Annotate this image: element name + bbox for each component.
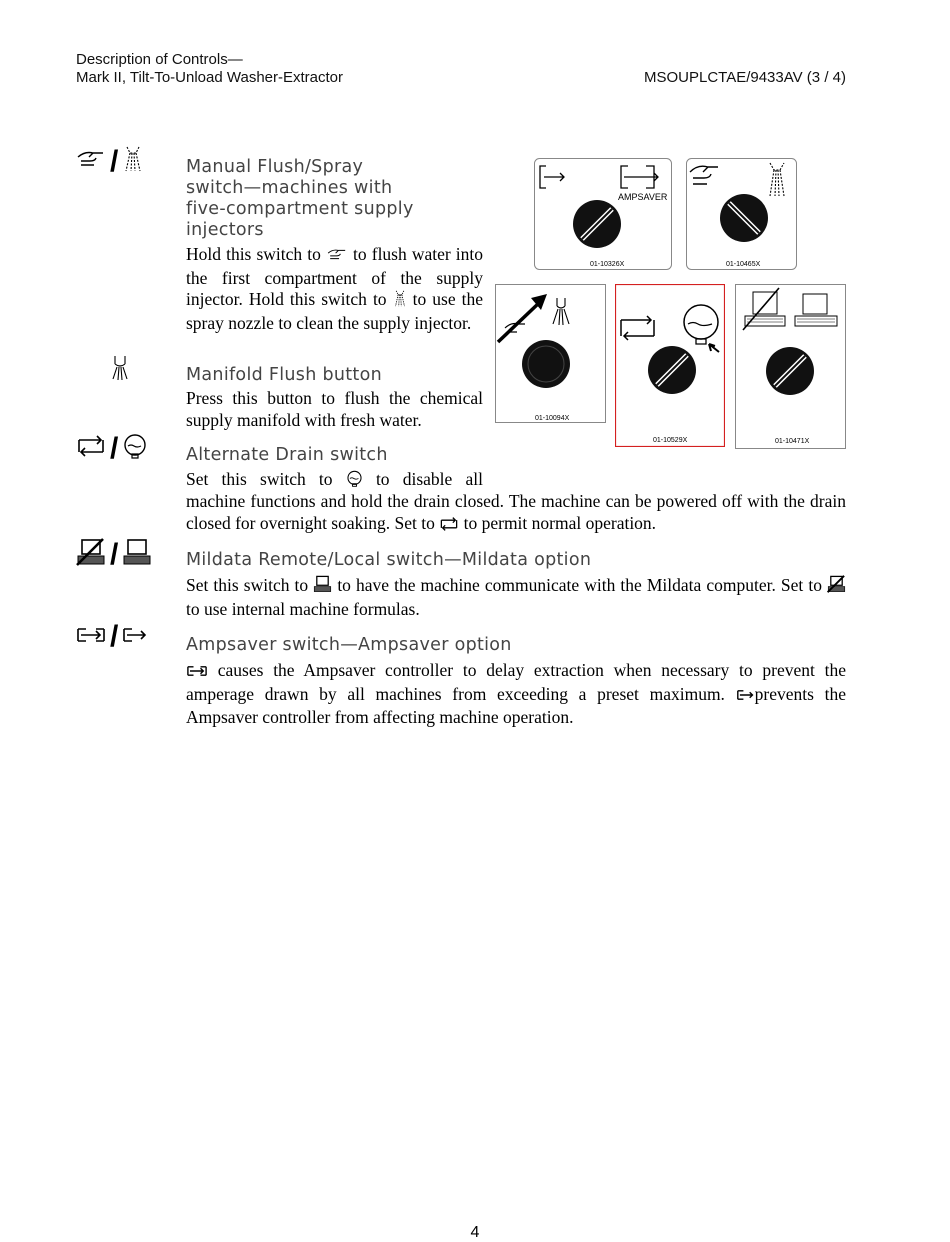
figure-panel-mildata-switch — [735, 284, 846, 449]
ampsaver-on-icon — [186, 662, 208, 684]
spray-nozzle-icon — [393, 290, 407, 313]
manifold-flush-icon — [108, 355, 132, 386]
soak-icon — [122, 433, 148, 464]
hand-flush-icon — [326, 246, 348, 268]
separator-slash: / — [110, 431, 119, 465]
separator-slash: / — [110, 537, 119, 571]
figure-code: 01-10471X — [775, 438, 810, 445]
ampsaver-off-icon — [122, 625, 148, 650]
mildata-remote-icon — [313, 575, 332, 599]
manual-flush-spray-description: Hold this switch to to flush water into the first compartment of the supply injector. Hold this switch to to use the spray nozzle to clean the supply injector. — [186, 244, 484, 333]
mildata-local-icon — [76, 538, 106, 571]
manifold-flush-title: Manifold Flush button — [186, 365, 382, 385]
alternate-drain-description: machine functions and hold the drain closed. The machine can be powered off with the drain closed for overnight soaking. Set to to permit normal operation. — [186, 491, 846, 536]
figure-code: 01-10326X — [590, 261, 625, 268]
soak-icon — [346, 470, 363, 493]
hand-flush-icon — [76, 148, 106, 175]
document-id: MSOUPLCTAE/9433AV (3 / 4) — [643, 69, 846, 86]
normal-drain-icon — [76, 435, 106, 462]
alternate-drain-description-first-line: Set this switch to to disable all — [186, 469, 483, 493]
ampsaver-description: causes the Ampsaver controller to delay extraction when necessary to prevent the amperage drawn by all machines from exceeding a preset maximum. prevents the Ampsaver controller from affecting machine operation. — [186, 660, 847, 727]
separator-slash: / — [110, 620, 119, 653]
mildata-local-icon — [827, 575, 846, 599]
manual-flush-spray-symbols — [76, 146, 144, 177]
page-number: 4 — [470, 1224, 480, 1241]
running-header-left — [76, 51, 343, 87]
figure-code: 01-10465X — [726, 261, 761, 268]
header-title-line1: Description of Controls— — [76, 51, 243, 68]
ampsaver-symbols — [76, 620, 148, 653]
ampsaver-title: Ampsaver switch—Ampsaver option — [186, 635, 512, 655]
figure-panel-alternate-drain-switch — [615, 284, 725, 447]
alternate-drain-title: Alternate Drain switch — [186, 445, 388, 465]
mildata-description: Set this switch to to have the machine communicate with the Mildata computer. Set to to use internal machine formulas. — [186, 575, 846, 620]
manual-flush-spray-title: Manual Flush/Spray switch—machines with five-compartment supply injectors — [186, 157, 414, 240]
ampsaver-label: AMPSAVER — [618, 192, 668, 202]
figure-code: 01-10094X — [535, 415, 570, 422]
manifold-flush-symbols — [108, 355, 132, 386]
alternate-drain-symbols — [76, 433, 148, 464]
ampsaver-off-icon — [736, 686, 755, 708]
figure-panel-ampsaver-switch — [534, 158, 672, 270]
normal-drain-icon — [439, 515, 459, 537]
header-title-line2: Mark II, Tilt-To-Unload Washer-Extractor — [76, 69, 344, 86]
mildata-remote-icon — [122, 538, 152, 571]
figure-panel-manifold-flush-button — [495, 284, 606, 423]
mildata-title: Mildata Remote/Local switch—Mildata option — [186, 550, 592, 570]
spray-nozzle-icon — [122, 146, 144, 177]
separator-slash: / — [110, 144, 119, 178]
figure-code: 01-10529X — [653, 437, 688, 444]
ampsaver-on-icon — [76, 625, 106, 650]
figure-panel-flush-spray-switch — [686, 158, 797, 270]
manifold-flush-description: Press this button to flush the chemical supply manifold with fresh water. — [186, 388, 483, 430]
mildata-symbols — [76, 538, 152, 571]
